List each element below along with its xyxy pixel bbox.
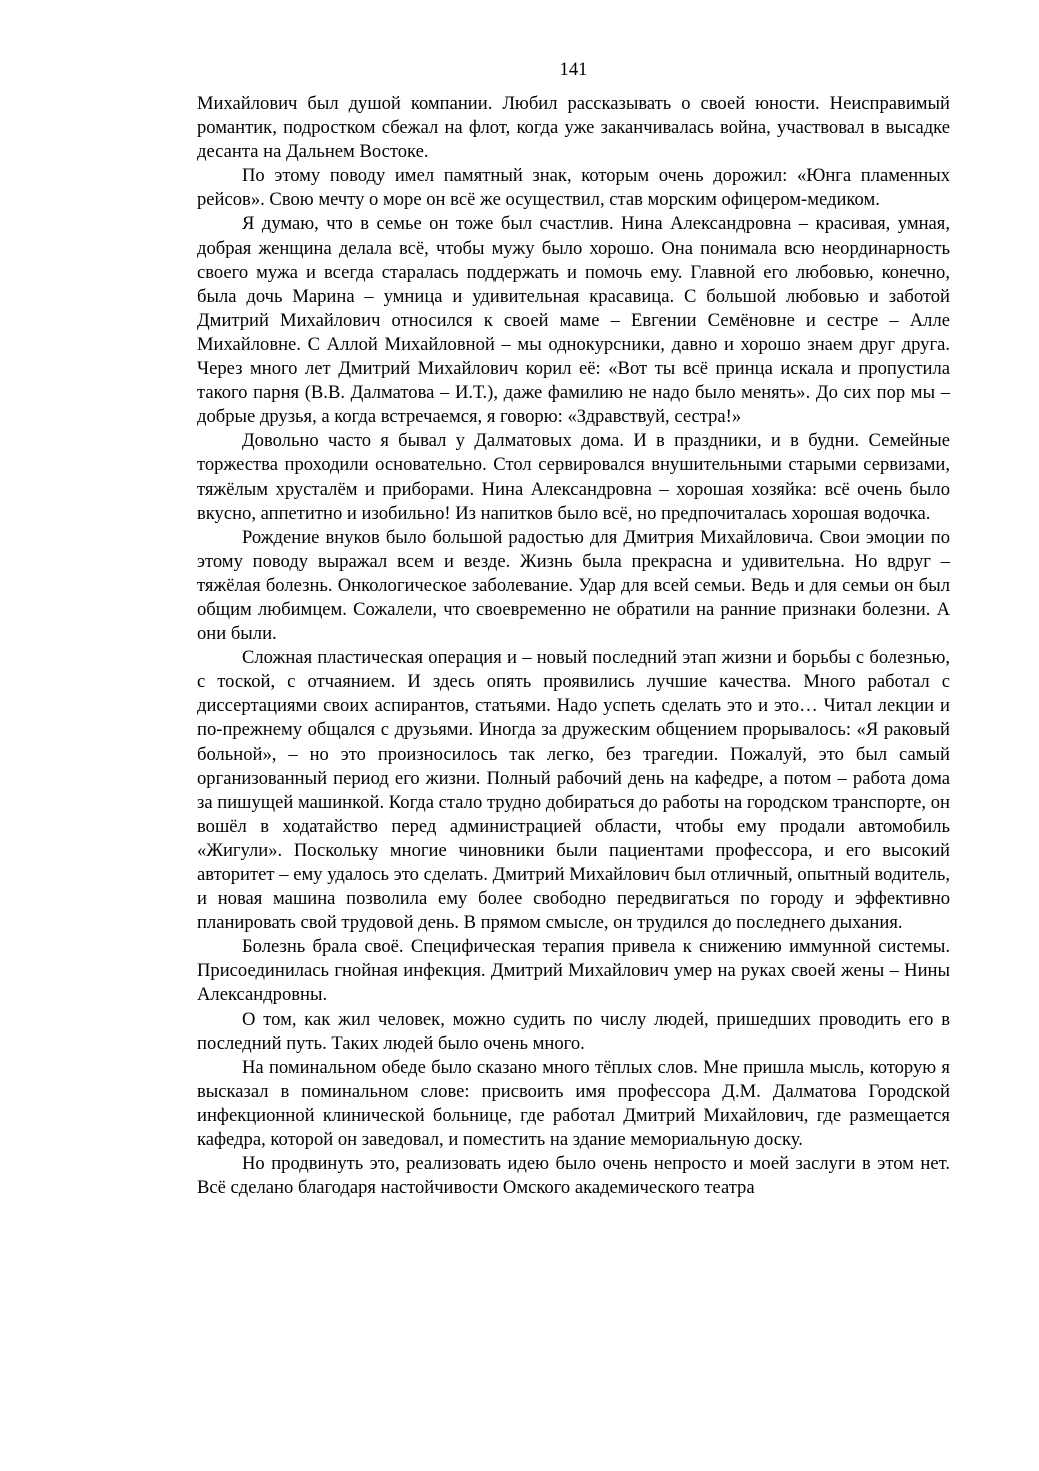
paragraph-3: Я думаю, что в семье он тоже был счастлив. Нина Александровна – красивая, умная, добрая женщина делала всё, чтобы мужу было хорошо. Она понимала всю неординарность своего мужа и всегда старалась поддержать и помочь ему. Главной его любовью, конечно, была дочь Марина – умница и удивительная красавица. С большой любовью и заботой Дмитрий Михайлович относился к своей маме – Евгении Семёновне и сестре – Алле Михайловне. С Аллой Михайловной – мы однокурсники, давно и хорошо знаем друг друга. Через много лет Дмитрий Михайлович корил её: «Вот ты всё принца искала и пропустила такого парня (В.В. Далматова – И.Т.), даже фамилию не надо было менять». До сих пор мы – добрые друзья, а когда встречаемся, я говорю: «Здравствуй, сестра!»	[197, 213, 950, 428]
paragraph-4: Довольно часто я бывал у Далматовых дома. И в праздники, и в будни. Семейные торжества проходили основательно. Стол сервировался внушительными старыми сервизами, тяжёлым хрусталём и приборами. Нина Александровна – хорошая хозяйка: всё очень было вкусно, аппетитно и изобильно! Из напитков было всё, но предпочиталась хорошая водочка.	[197, 430, 950, 524]
paragraph-5: Рождение внуков было большой радостью для Дмитрия Михайловича. Свои эмоции по этому поводу выражал всем и везде. Жизнь была прекрасна и удивительна. Но вдруг – тяжёлая болезнь. Онкологическое заболевание. Удар для всей семьи. Ведь и для семьи он был общим любимцем. Сожалели, что своевременно не обратили на ранние признаки болезни. А они были.	[197, 526, 950, 645]
paragraph-9: На поминальном обеде было сказано много тёплых слов. Мне пришла мысль, которую я высказал в поминальном слове: присвоить имя профессора Д.М. Далматова Городской инфекционной клинической больнице, где работал Дмитрий Михайлович, где размещается кафедра, которой он заведовал, и поместить на здание мемориальную доску.	[197, 1056, 950, 1151]
paragraph-1: Михайлович был душой компании. Любил рассказывать о своей юности. Неисправимый романтик, подростком сбежал на флот, когда уже заканчивалась война, участвовал в высадке десанта на Дальнем Востоке.	[197, 93, 950, 163]
paragraph-10: Но продвинуть это, реализовать идею было очень непросто и моей заслуги в этом нет. Всё сделано благодаря настойчивости Омского академического театра	[197, 1153, 950, 1199]
paragraph-7: Болезнь брала своё. Специфическая терапия привела к снижению иммунной системы. Присоединилась гнойная инфекция. Дмитрий Михайлович умер на руках своей жены – Нины Александровны.	[197, 936, 950, 1006]
paragraph-8: О том, как жил человек, можно судить по числу людей, пришедших проводить его в последний путь. Таких людей было очень много.	[197, 1008, 950, 1054]
paragraph-2: По этому поводу имел памятный знак, которым очень дорожил: «Юнга пламенных рейсов». Свою мечту о море он всё же осуществил, став морским офицером-медиком.	[197, 165, 950, 211]
paragraph-6: Сложная пластическая операция и – новый последний этап жизни и борьбы с болезнью, с тоской, с отчаянием. И здесь опять проявились лучшие качества. Много работал с диссертациями своих аспирантов, статьями. Надо успеть сделать это и это… Читал лекции и по-прежнему общался с друзьями. Иногда за дружеским общением прорывалось: «Я раковый больной», – но это произносилось так легко, без трагедии. Пожалуй, это был самый организованный период его жизни. Полный рабочий день на кафедре, а потом – работа дома за пишущей машинкой. Когда стало трудно добираться до работы на городском транспорте, он вошёл в ходатайство перед администрацией области, чтобы ему продали автомобиль «Жигули». Поскольку многие чиновники были пациентами профессора, и его высокий авторитет – ему удалось это сделать. Дмитрий Михайлович был отличный, опытный водитель, и новая машина позволила ему более свободно передвигаться по городу и эффективно планировать свой трудовой день. В прямом смысле, он трудился до последнего дыхания.	[197, 647, 950, 934]
page-number: 141	[559, 59, 588, 80]
document-page	[197, 58, 950, 1200]
